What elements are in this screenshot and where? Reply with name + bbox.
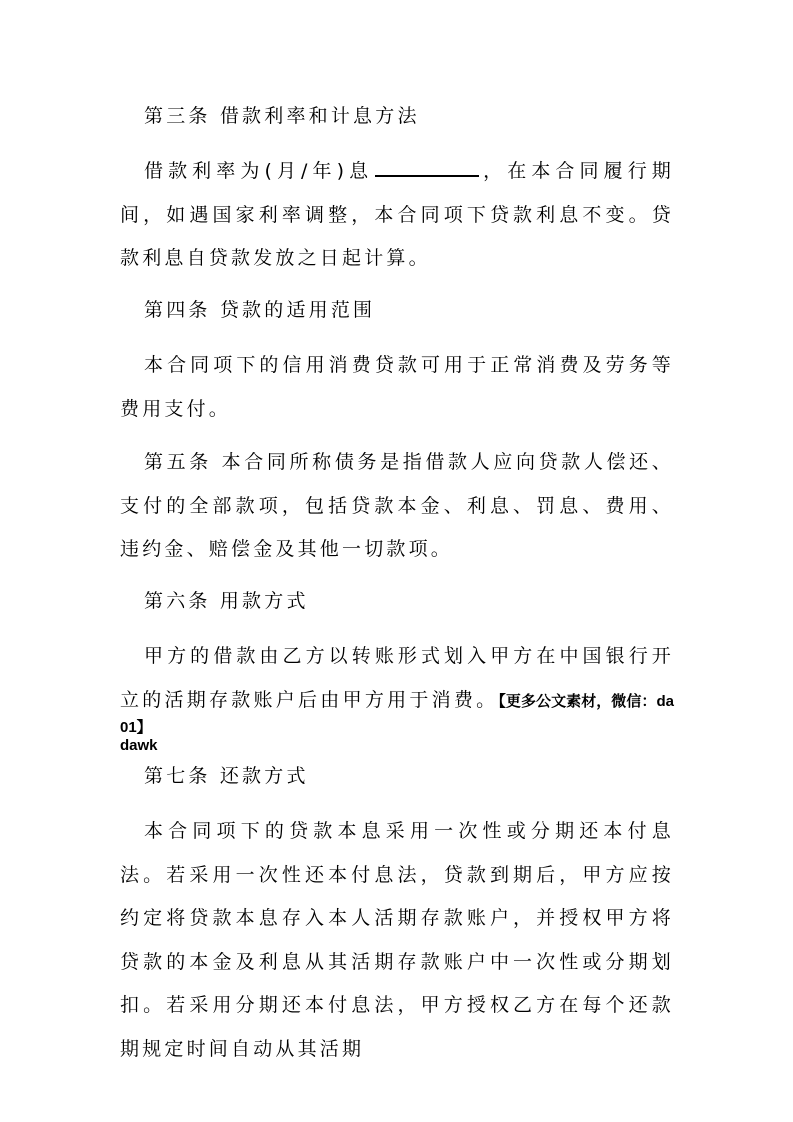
promo-note-continued: 01】	[120, 719, 152, 736]
article-6-text: 甲方的借款由乙方以转账形式划入甲方在中国银行开立的活期存款账户后由甲方用于消费。	[120, 645, 674, 711]
article-5-paragraph: 第五条 本合同所称债务是指借款人应向贷款人偿还、支付的全部款项，包括贷款本金、利息、罚息、费用、违约金、赔偿金及其他一切款项。	[120, 451, 674, 560]
article-3-text-before: 借款利率为(月/年)息	[144, 160, 374, 182]
article-6-heading: 第六条 用款方式	[144, 590, 309, 612]
article-3-text-after: ，在本合同履行期间，如遇国家利率调整，本合同项下贷款利息不变。贷款利息自贷款发放之日起计算。	[120, 160, 674, 269]
article-4-heading: 第四条 贷款的适用范围	[144, 299, 376, 321]
article-6-paragraph	[120, 635, 674, 768]
promo-note: 【更多公文素材，微信：dadawk	[120, 692, 674, 754]
article-4-paragraph: 本合同项下的信用消费贷款可用于正常消费及劳务等费用支付。	[120, 354, 674, 420]
interest-rate-blank	[375, 157, 479, 177]
article-3-paragraph	[120, 150, 674, 281]
article-3-heading: 第三条 借款利率和计息方法	[144, 105, 420, 127]
article-7-paragraph: 本合同项下的贷款本息采用一次性或分期还本付息法。若采用一次性还本付息法，贷款到期后，甲方应按约定将贷款本息存入本人活期存款账户，并授权甲方将贷款的本金及利息从其活期存款账户中一次性或分期划扣。若采用分期还本付息法，甲方授权乙方在每个还款期规定时间自动从其活期	[120, 820, 674, 1060]
article-7-heading: 第七条 还款方式	[144, 765, 309, 787]
